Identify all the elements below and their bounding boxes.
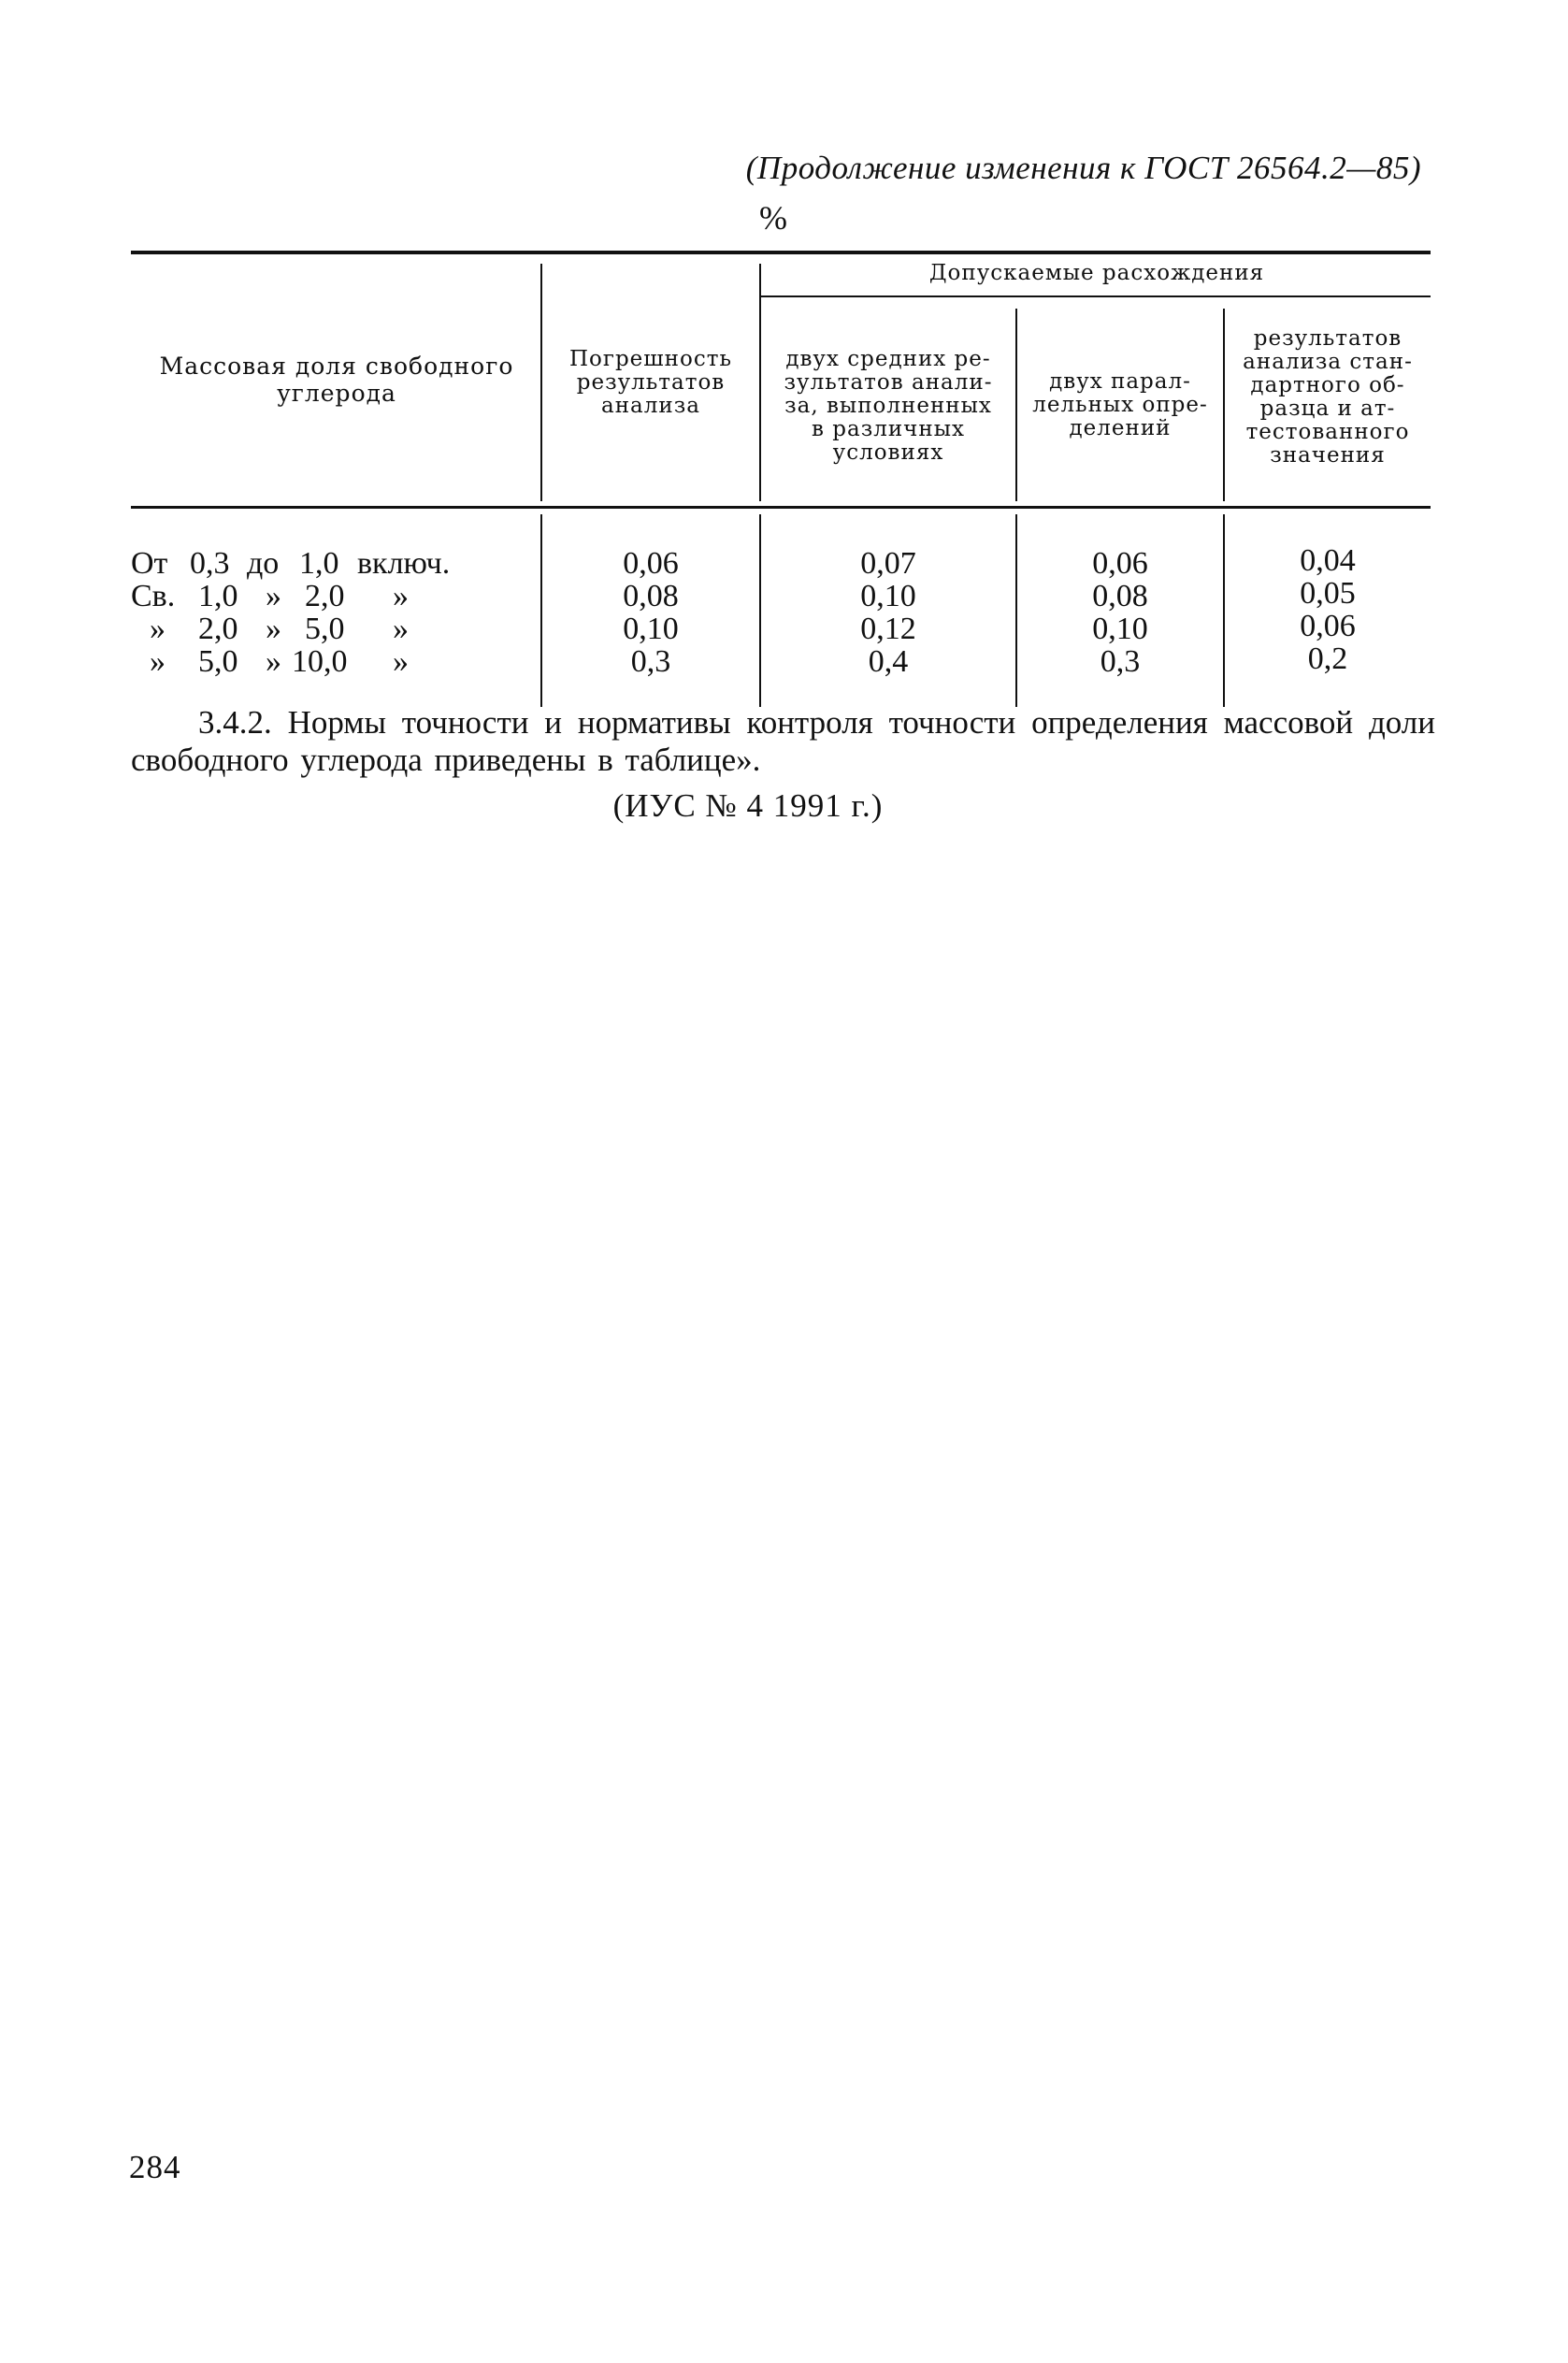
header-error: Погрешность результатов анализа [569,347,732,418]
range-joiner: » [266,579,281,613]
standard-sample-value: 0,05 [1300,576,1356,611]
range-joiner: » [266,612,281,646]
error-value: 0,08 [623,579,679,613]
two-means-value: 0,10 [860,579,916,613]
standard-sample-value: 0,04 [1300,543,1356,578]
two-parallel-value: 0,3 [1100,644,1141,679]
header-group: Допускаемые расхождения [928,261,1265,285]
range-prefix: » [150,612,165,646]
range-from: 0,3 [190,546,230,581]
header-mass-fraction: Массовая доля свободного углерода [159,353,514,407]
range-prefix: От [131,546,168,581]
header-bottom-rule [131,506,1431,509]
range-suffix: » [393,612,409,646]
range-joiner: до [247,546,280,581]
table-top-rule [131,251,1431,254]
range-from: 1,0 [198,579,238,613]
page-number: 284 [129,2149,181,2185]
error-value: 0,06 [623,546,679,581]
two-means-value: 0,07 [860,546,916,581]
range-from: 5,0 [198,644,238,679]
range-prefix: » [150,644,165,679]
range-suffix: включ. [357,546,451,581]
source-note: (ИУС № 4 1991 г.) [612,787,884,824]
range-to: 1,0 [299,546,339,581]
body-paragraph: 3.4.2. Нормы точности и нормативы контроля точности определения массовой доли свободного углерода приведены в таблице». [131,704,1435,778]
unit-label: % [759,199,787,237]
range-prefix: Св. [131,579,176,613]
range-from: 2,0 [198,612,238,646]
header-two-parallel: двух парал- лельных опре- делений [1032,369,1208,440]
range-to: 2,0 [305,579,345,613]
group-header-rule [759,295,1431,297]
error-value: 0,10 [623,612,679,646]
two-means-value: 0,12 [860,612,916,646]
error-value: 0,3 [630,644,671,679]
range-suffix: » [393,579,409,613]
range-joiner: » [266,644,281,679]
range-to: 10,0 [292,644,348,679]
two-parallel-value: 0,10 [1092,612,1148,646]
range-suffix: » [393,644,409,679]
two-parallel-value: 0,06 [1092,546,1148,581]
two-parallel-value: 0,08 [1092,579,1148,613]
running-head: (Продолжение изменения к ГОСТ 26564.2—85) [745,150,1421,186]
range-to: 5,0 [305,612,345,646]
header-two-means: двух средних ре- зультатов анали- за, выполненных в различных условиях [784,347,993,465]
standard-sample-value: 0,06 [1300,609,1356,643]
standard-sample-value: 0,2 [1307,641,1348,676]
header-standard-sample: результатов анализа стан- дартного об- разца и ат- тестованного значения [1243,326,1413,468]
two-means-value: 0,4 [868,644,909,679]
